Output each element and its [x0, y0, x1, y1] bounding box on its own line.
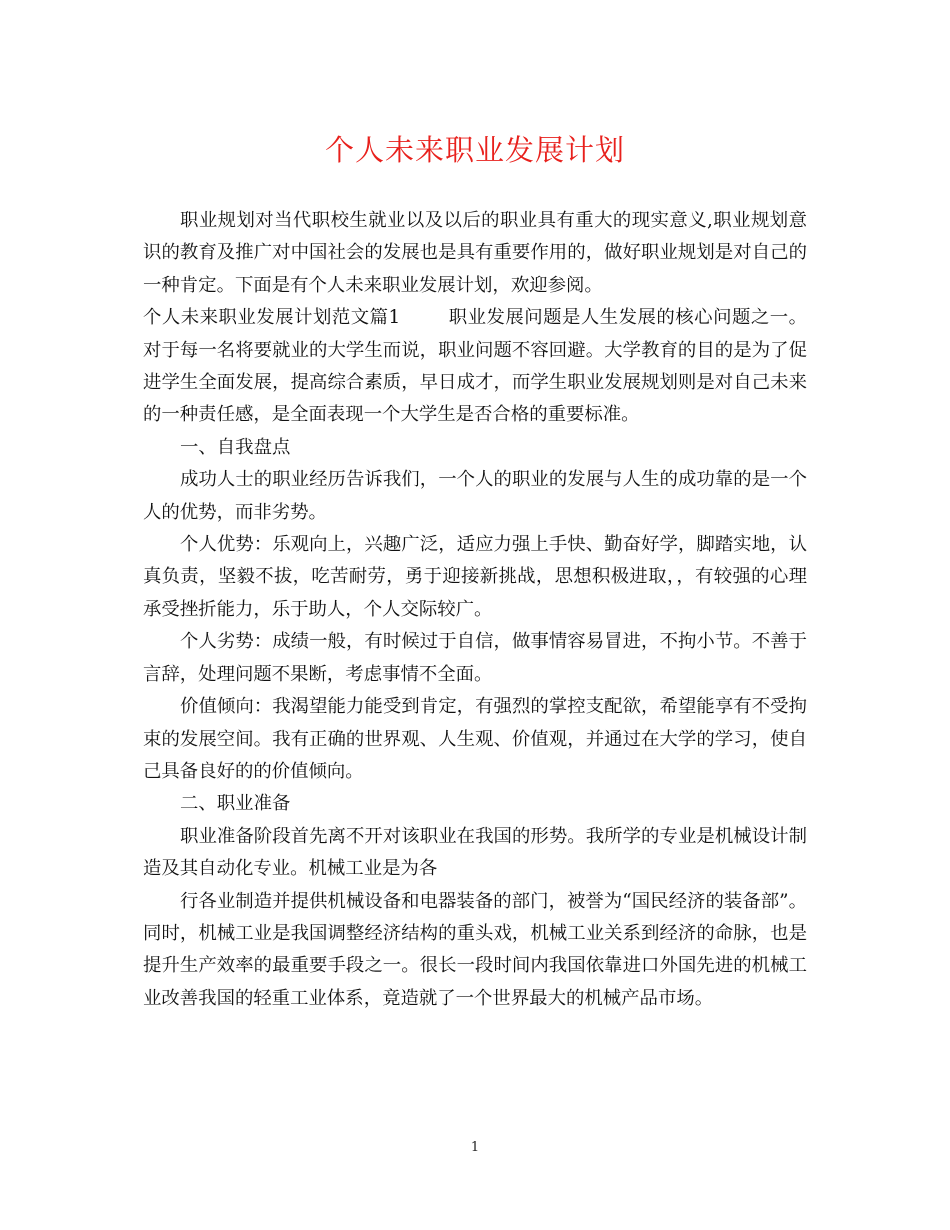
- sample-paragraph: [143, 302, 807, 432]
- sample-heading: 个人未来职业发展计划范文篇1: [143, 307, 401, 329]
- sample-body: 职业发展问题是人生发展的核心问题之一。对于每一名将要就业的大学生而说，职业问题不容回避。大学教育的目的是为了促进学生全面发展，提高综合素质，早日成才，而学生职业发展规划则是对自己未来的一种责任感，是全面表现一个大学生是否合格的重要标准。: [143, 307, 807, 426]
- paragraph-success: 成功人士的职业经历告诉我们，一个人的职业的发展与人生的成功靠的是一个人的优势，而非劣势。: [143, 469, 807, 523]
- page-number: 1: [470, 1140, 480, 1155]
- intro-paragraph: 职业规划对当代职校生就业以及以后的职业具有重大的现实意义,职业规划意识的教育及推广对中国社会的发展也是具有重要作用的，做好职业规划是对自己的一种肯定。下面是有个人未来职业发展计划，欢迎参阅。: [143, 210, 807, 296]
- paragraph-strengths: 个人优势：乐观向上，兴趣广泛，适应力强上手快、勤奋好学，脚踏实地，认真负责，坚毅不拔，吃苦耐劳，勇于迎接新挑战，思想积极进取，，有较强的心理承受挫折能力，乐于助人，个人交际较广。: [143, 534, 807, 620]
- paragraph-values: 价值倾向：我渴望能力能受到肯定，有强烈的掌控支配欲，希望能享有不受拘束的发展空间。我有正确的世界观、人生观、价值观，并通过在大学的学习，使自己具备良好的的价值倾向。: [143, 696, 807, 782]
- paragraph-weaknesses: 个人劣势：成绩一般，有时候过于自信，做事情容易冒进，不拘小节。不善于言辞，处理问题不果断，考虑事情不全面。: [143, 631, 807, 685]
- section-heading-self-assessment: 一、自我盘点: [180, 436, 291, 458]
- section-heading-career-prep: 二、职业准备: [180, 793, 291, 815]
- paragraph-career-prep: 职业准备阶段首先离不开对该职业在我国的形势。我所学的专业是机械设计制造及其自动化专业。机械工业是为各: [143, 825, 807, 880]
- document-body: [143, 205, 807, 1015]
- paragraph-machinery-industry: 行各业制造并提供机械设备和电器装备的部门，被誉为“国民经济的装备部”。同时，机械工业是我国调整经济结构的重头戏，机械工业关系到经济的命脉，也是提升生产效率的最重要手段之一。很长一段时间内我国依靠进口外国先进的机械工业改善我国的轻重工业体系，竟造就了一个世界最大的机械产品市场。: [143, 890, 807, 1009]
- page-title: 个人未来职业发展计划: [324, 133, 625, 167]
